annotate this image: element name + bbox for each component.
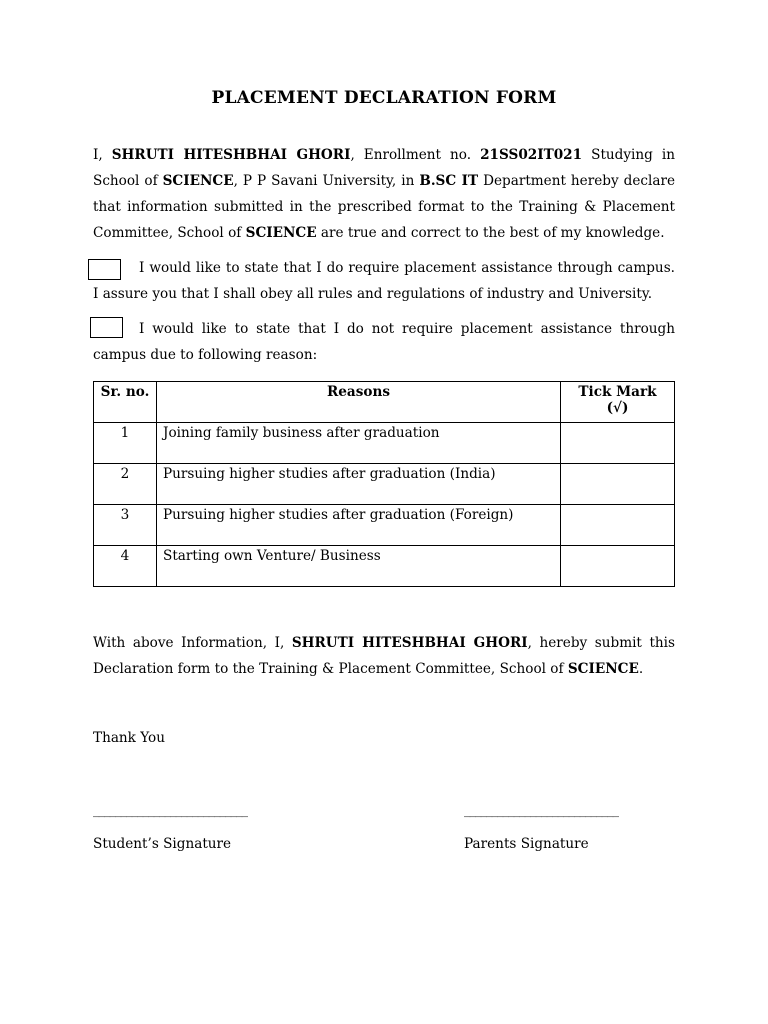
school-name: SCIENCE [162, 173, 234, 189]
header-tick-mark: Tick Mark (√) [561, 382, 675, 423]
table-row [94, 546, 675, 587]
table-row [94, 423, 675, 464]
submission-text: . [638, 661, 644, 677]
student-name: SHRUTI HITESHBHAI GHORI [111, 147, 351, 163]
table-header-row [94, 382, 675, 423]
table-row [94, 505, 675, 546]
submission-paragraph [93, 630, 675, 682]
declaration-text: Studying in School of [93, 147, 675, 189]
reason-cell: Starting own Venture/ Business [157, 546, 561, 587]
reason-cell: Joining family business after graduation [157, 423, 561, 464]
school-name: SCIENCE [567, 661, 639, 677]
header-sr-no: Sr. no. [94, 382, 157, 423]
reasons-table [93, 381, 675, 587]
tick-mark-cell[interactable] [561, 546, 675, 587]
declaration-text: , P P Savani University, in [233, 173, 420, 189]
declaration-text: , Enrollment no. [350, 147, 481, 163]
student-signature-label: Student’s Signature [93, 836, 232, 852]
declaration-text: I, [93, 147, 112, 163]
declaration-paragraph [93, 142, 675, 246]
tick-mark-cell[interactable] [561, 423, 675, 464]
declaration-text: are true and correct to the best of my knowledge. [316, 225, 665, 241]
school-name: SCIENCE [245, 225, 317, 241]
tick-mark-cell[interactable] [561, 505, 675, 546]
student-signature-line: ____________________________ [93, 803, 247, 818]
thank-you-text: Thank You [93, 730, 165, 746]
header-reasons: Reasons [157, 382, 561, 423]
student-name: SHRUTI HITESHBHAI GHORI [291, 635, 528, 651]
table-row [94, 464, 675, 505]
sr-no-cell: 2 [94, 464, 157, 505]
enrollment-number: 21SS02IT021 [480, 147, 583, 163]
not-require-placement-option [93, 316, 675, 368]
submission-text: With above Information, I, [93, 635, 292, 651]
sr-no-cell: 1 [94, 423, 157, 464]
sr-no-cell: 4 [94, 546, 157, 587]
department-name: B.SC IT [419, 173, 479, 189]
tick-mark-cell[interactable] [561, 464, 675, 505]
form-title: PLACEMENT DECLARATION FORM [211, 88, 557, 108]
sr-no-cell: 3 [94, 505, 157, 546]
require-placement-text: I would like to state that I do require placement assistance through campus. I assure you that I shall obey all rules and regulations of industry and University. [93, 260, 675, 302]
require-placement-option [93, 255, 675, 307]
parents-signature-label: Parents Signature [464, 836, 589, 852]
submission-text: , hereby submit this Declaration form to the Training & Placement Committee, School of [93, 635, 675, 677]
not-require-placement-text: I would like to state that I do not require placement assistance through campus due to following reason: [93, 321, 675, 363]
parents-signature-line: ____________________________ [464, 803, 618, 818]
reason-cell: Pursuing higher studies after graduation (India) [157, 464, 561, 505]
declaration-text: Department hereby declare that information submitted in the prescribed format to the Training & Placement Committee, School of [93, 173, 675, 241]
reason-cell: Pursuing higher studies after graduation (Foreign) [157, 505, 561, 546]
